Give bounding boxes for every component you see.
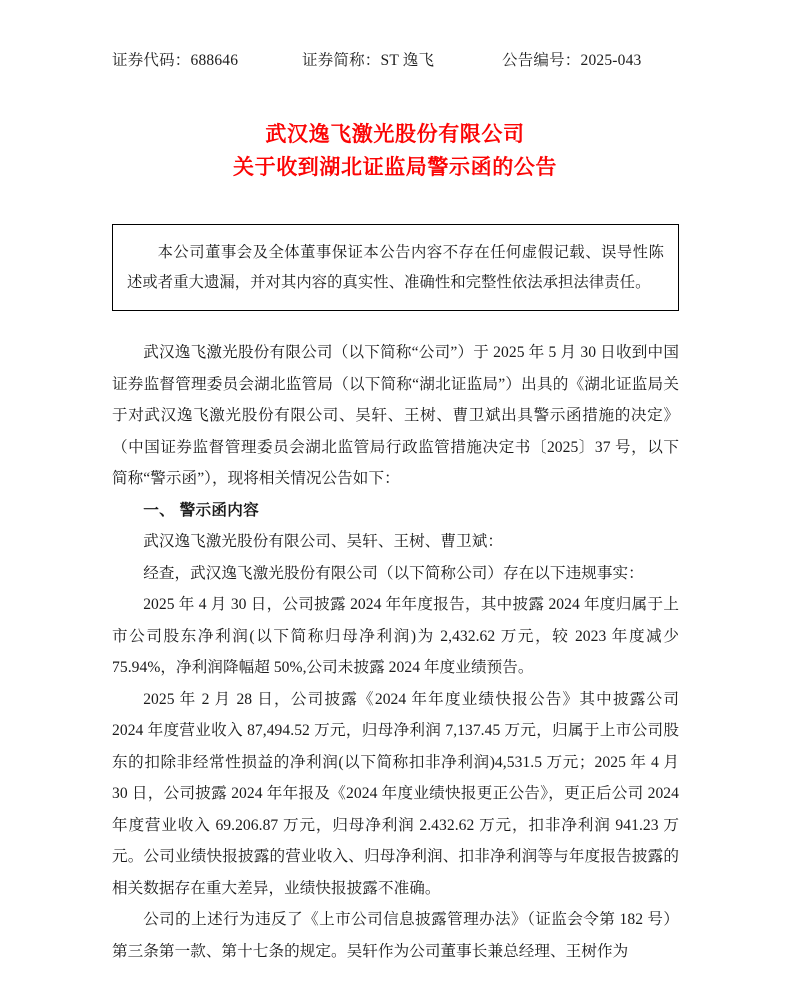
body-paragraph-performance-express: 2025 年 2 月 28 日，公司披露《2024 年年度业绩快报公告》其中披露公司 2024 年度营业收入 87,494.52 万元，归母净利润 7,137.45 万元，归属于上市公司股东的扣除非经常性损益的净利润(以下简称扣非净利润)4,531.5 万元；2025 年 4 月 30 日，公司披露 2024 年年报及《2024 年度业绩快报更正公告》，更正后公司 2024 年度营业收入 69.206.87 万元，归母净利润 2.432.62 万元，扣非净利润 941.23 万元。公司业绩快报披露的营业收入、归母净利润、扣非净利润等与年度报告披露的相关数据存在重大差异，业绩快报披露不准确。 xyxy=(112,690,679,897)
document-body xyxy=(112,337,679,967)
disclaimer-box xyxy=(112,224,679,311)
body-paragraph-receipt: 武汉逸飞激光股份有限公司（以下简称“公司”）于 2025 年 5 月 30 日收到中国证券监督管理委员会湖北监管局（以下简称“湖北证监局”）出具的《湖北证监局关于对武汉逸飞激光股份有限公司、吴轩、王树、曹卫斌出具警示函措施的决定》（中国证券监督管理委员会湖北监管局行政监管措施决定书〔2025〕37 号，以下简称“警示函”），现将相关情况公告如下： xyxy=(112,344,679,487)
body-investigation-intro: 经查，武汉逸飞激光股份有限公司（以下简称公司）存在以下违规事实： xyxy=(143,564,644,582)
announcement-number: 公告编号：2025-043 xyxy=(502,52,642,69)
body-paragraph-violation: 公司的上述行为违反了《上市公司信息披露管理办法》（证监会令第 182 号）第三条第一款、第十七条的规定。吴轩作为公司董事长兼总经理、王树作为 xyxy=(112,911,679,960)
body-addressees: 武汉逸飞激光股份有限公司、吴轩、王树、曹卫斌： xyxy=(143,533,503,550)
security-code: 证券代码：688646 xyxy=(112,52,239,69)
section-heading-warning-letter-content: 一、 警示函内容 xyxy=(143,501,260,519)
title-line-subject: 关于收到湖北证监局警示函的公告 xyxy=(233,156,557,179)
body-paragraph-annual-report: 2025 年 4 月 30 日，公司披露 2024 年年度报告，其中披露 2024 年度归属于上市公司股东净利润(以下简称归母净利润)为 2,432.62 万元，较 2023 年度减少 75.94%，净利润降幅超 50%,公司未披露 2024 年度业绩预告。 xyxy=(112,596,679,676)
page-title xyxy=(0,118,790,184)
title-line-company: 武汉逸飞激光股份有限公司 xyxy=(265,123,525,146)
disclaimer-text: 本公司董事会及全体董事保证本公告内容不存在任何虚假记载、误导性陈述或者重大遗漏，并对其内容的真实性、准确性和完整性依法承担法律责任。 xyxy=(127,244,664,291)
security-abbreviation: 证券简称：ST 逸飞 xyxy=(302,52,435,69)
document-header xyxy=(112,48,679,70)
